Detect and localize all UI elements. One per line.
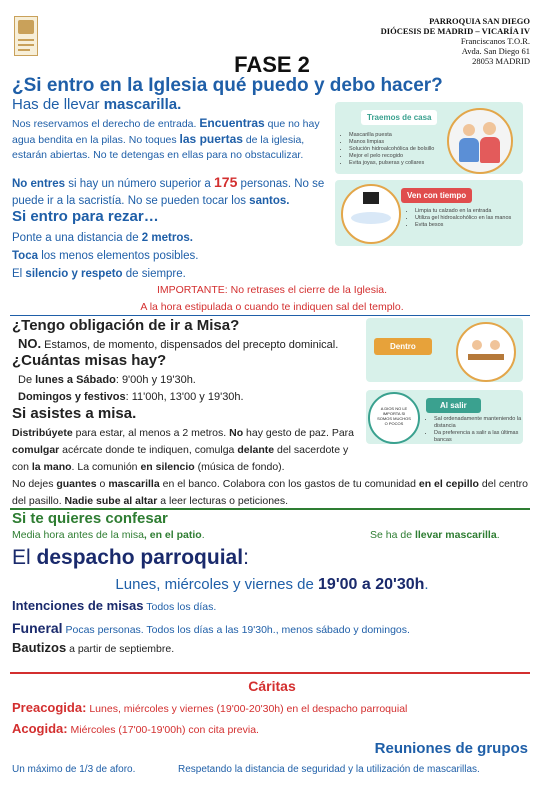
acogida-text: Miércoles (17'00-19'00h) con cita previa. — [67, 724, 259, 736]
parish-logo — [14, 16, 38, 56]
at4: hay gesto de paz. Para — [243, 427, 355, 439]
pray-heading: Si entro para rezar… — [12, 208, 159, 225]
preacogida-label: Preacogida: — [12, 700, 87, 715]
mask-word: mascarilla. — [103, 96, 182, 113]
intentions-a: Intenciones de misas — [12, 598, 144, 613]
at7: delante — [237, 444, 275, 456]
card-come-early — [335, 180, 523, 246]
card-time-item: • Utiliza gel hidroalcohólico en las manos — [415, 215, 523, 222]
card-exit-title: Al salir — [426, 398, 481, 413]
acogida-label: Acogida: — [12, 721, 68, 736]
card-home-item: • Evita joyas, pulseras y collares — [349, 160, 445, 167]
entry-rules-text — [12, 116, 330, 163]
at15: o — [96, 478, 109, 490]
entry-rules-c: que no hay agua bendita en la pilas. No toques — [12, 118, 320, 146]
important-closing-note: IMPORTANTE: No retrases el cierre de la Iglesia. — [156, 284, 388, 296]
at19: del centro del pasillo. — [12, 478, 528, 507]
funeral-a: Funeral — [12, 620, 63, 636]
office-hours — [0, 576, 544, 594]
pray1b: 2 metros. — [141, 232, 193, 244]
at1: Distribúyete — [12, 427, 73, 439]
person-body-icon — [459, 138, 479, 162]
card-home-item: • Solución hidroalcohólica de bolsillo — [349, 146, 445, 153]
entry-rules-e: de la iglesia, estarán abiertas. No te detengas en ellas para no obstaculizar. — [12, 134, 305, 161]
page-title: FASE 2 — [234, 52, 310, 77]
card-time-item: • Evita besos — [415, 222, 523, 229]
entry-rules-b: Encuentras — [199, 116, 265, 130]
capacity-d: personas. No se puede ir a la sacristía. No se pueden tocar los — [12, 178, 325, 207]
pew-icon — [468, 354, 504, 360]
card-time-title: Ven con tiempo — [401, 188, 472, 203]
at6: acércate donde te indiquen, comulga — [59, 444, 238, 456]
caritas-acogida — [12, 721, 259, 736]
at8: del sacerdote y con — [12, 444, 349, 473]
order-line: Franciscanos T.O.R. — [460, 36, 530, 46]
card-inside — [366, 318, 523, 382]
church-door-icon — [363, 192, 379, 204]
pray-line-2 — [12, 247, 198, 265]
at17: en el banco. Colabora con los gastos de tu comunidad — [159, 478, 419, 490]
attend-heading: Si asistes a misa. — [12, 405, 137, 422]
collection-rules — [12, 476, 532, 510]
card-exit-list — [424, 416, 523, 444]
weekday-b: lunes a Sábado — [35, 374, 116, 386]
answer-no: NO. — [18, 336, 42, 351]
card-exit — [366, 390, 523, 444]
card-time-list — [405, 208, 523, 229]
exit-sign-illustration — [368, 392, 420, 444]
capacity-e: santos. — [249, 195, 290, 207]
baptism-info — [12, 640, 174, 655]
family-illustration — [447, 108, 513, 174]
baptism-b: a partir de septiembre. — [66, 643, 175, 655]
person-head-icon — [490, 340, 500, 350]
confess-b: antes de la misa — [67, 529, 144, 541]
caritas-title: Cáritas — [248, 678, 296, 694]
person-head-icon — [483, 122, 496, 135]
person-head-icon — [472, 340, 482, 350]
card-home-item: • Mejor el pelo recogido — [349, 153, 445, 160]
office-days-b: 19'00 a 20'30h — [318, 576, 425, 593]
entry-rules-d: las puertas — [179, 132, 243, 146]
groups-title: Reuniones de grupos — [374, 740, 528, 757]
at14: guantes — [56, 478, 97, 490]
confess-a: Media hora — [12, 529, 68, 541]
street-line: Avda. San Diego 61 — [461, 46, 530, 56]
at2: para estar, al menos a 2 metros. — [72, 427, 230, 439]
attend-rules — [12, 425, 354, 476]
office-heading — [12, 546, 249, 570]
preacogida-text: Lunes, miércoles y viernes (19'00-20'30h) en el despacho parroquial — [86, 703, 408, 715]
city-line: 28053 MADRID — [472, 56, 530, 66]
funeral-info — [12, 620, 410, 636]
card-home-list — [339, 132, 445, 167]
section-divider — [10, 672, 530, 674]
floor-mat-icon — [351, 212, 391, 224]
at10: . La comunión — [71, 461, 141, 473]
office-heading-c: : — [243, 546, 249, 569]
masses-question: ¿Cuántas misas hay? — [12, 352, 167, 369]
card-home-item: • Manos limpias — [349, 139, 445, 146]
caritas-preacogida — [12, 700, 407, 715]
person-body-icon — [480, 137, 500, 163]
weekday-c: : 9'00h y 19'30h. — [115, 374, 196, 386]
weekday-a: De — [18, 374, 36, 386]
confess-time — [12, 529, 205, 541]
at21: a leer lecturas o peticiones. — [157, 495, 289, 507]
card-inside-title: Dentro — [374, 338, 432, 355]
pray3b: silencio y respeto — [25, 268, 123, 280]
church-door-illustration — [341, 184, 401, 244]
capacity-text — [12, 174, 330, 210]
pray-instructions — [12, 229, 198, 283]
leave-on-time-note: A la hora estipulada o cuando te indiquen sal del templo. — [140, 301, 404, 313]
groups-capacity: Un máximo de 1/3 de aforo. — [12, 764, 136, 775]
at20: Nadie sube al altar — [64, 495, 158, 507]
card-time-item: • Limpia tu calzado en la entrada — [415, 208, 523, 215]
at5: comulgar — [12, 444, 60, 456]
capacity-a: No entres — [12, 178, 66, 190]
pray1a: Ponte a una distancia de — [12, 232, 142, 244]
at12: (música de fondo). — [194, 461, 285, 473]
baptism-a: Bautizos — [12, 640, 67, 655]
office-days-c: . — [424, 576, 429, 593]
entry-rules-a: Nos reservamos el derecho de entrada. — [12, 118, 200, 130]
sunday-a: Domingos y festivos — [18, 391, 126, 403]
person-head-icon — [463, 124, 475, 136]
mass-intentions — [12, 598, 216, 613]
pray3c: de siempre. — [122, 268, 186, 280]
pews-illustration — [456, 322, 516, 382]
card-bring-from-home — [335, 102, 523, 174]
pray2a: Toca — [12, 250, 38, 262]
exit-sign-text: A DIOS NO LE IMPORTA SI SOMOS MUCHOS O POCOS — [377, 406, 411, 426]
pray3a: El — [12, 268, 26, 280]
mask-required — [12, 96, 181, 113]
obligation-answer — [18, 336, 338, 351]
pray2b: los menos elementos posibles. — [38, 250, 199, 262]
sunday-b: : 11'00h, 13'00 y 19'30h. — [125, 391, 244, 403]
section-divider — [10, 315, 530, 316]
confess-c: , en el patio — [143, 529, 202, 541]
confess-mask-b: llevar mascarilla — [414, 529, 497, 541]
sunday-masses — [18, 391, 244, 403]
card-exit-item: • Sal ordenadamente manteniendo la distancia — [434, 416, 523, 430]
card-exit-item: • Da preferencia a salir a las últimas bancas — [434, 430, 523, 444]
diocese-line: DIÓCESIS DE MADRID – VICARÍA IV — [380, 26, 530, 36]
answer-text: Estamos, de momento, dispensados del precepto dominical. — [41, 339, 339, 351]
at13: No dejes — [12, 478, 57, 490]
at18: en el cepillo — [418, 478, 479, 490]
card-home-item: • Mascarilla puesta — [349, 132, 445, 139]
at16: mascarilla — [108, 478, 160, 490]
weekday-masses — [18, 374, 196, 386]
at3: No — [229, 427, 244, 439]
mask-required-pre: Has de llevar — [12, 96, 104, 113]
office-heading-b: despacho parroquial — [36, 546, 244, 569]
pray-line-3 — [12, 265, 198, 283]
confess-heading: Si te quieres confesar — [12, 510, 168, 527]
office-days-a: Lunes, miércoles y viernes de — [115, 576, 319, 593]
church-entry-question: ¿Si entro en la Iglesia qué puedo y debo hacer? — [12, 75, 443, 96]
pray-line-1 — [12, 229, 198, 247]
funeral-b: Pocas personas. Todos los días a las 19'30h., menos sábado y domingos. — [62, 624, 410, 636]
confess-mask-a: Se ha de — [370, 529, 415, 541]
intentions-b: Todos los días. — [143, 601, 217, 613]
confess-mask — [370, 529, 500, 541]
obligation-question: ¿Tengo obligación de ir a Misa? — [12, 317, 240, 334]
confess-mask-c: . — [496, 529, 500, 541]
at11: en silencio — [140, 461, 195, 473]
groups-distance: Respetando la distancia de seguridad y la utilización de mascarillas. — [178, 764, 480, 775]
office-heading-a: El — [12, 546, 37, 569]
capacity-b: si hay un número superior a — [65, 178, 214, 190]
at9: la mano — [31, 461, 72, 473]
parish-name: PARROQUIA SAN DIEGO — [429, 16, 530, 26]
confess-d: . — [201, 529, 205, 541]
card-home-title: Traemos de casa — [361, 110, 437, 125]
capacity-number: 175 — [214, 174, 238, 190]
